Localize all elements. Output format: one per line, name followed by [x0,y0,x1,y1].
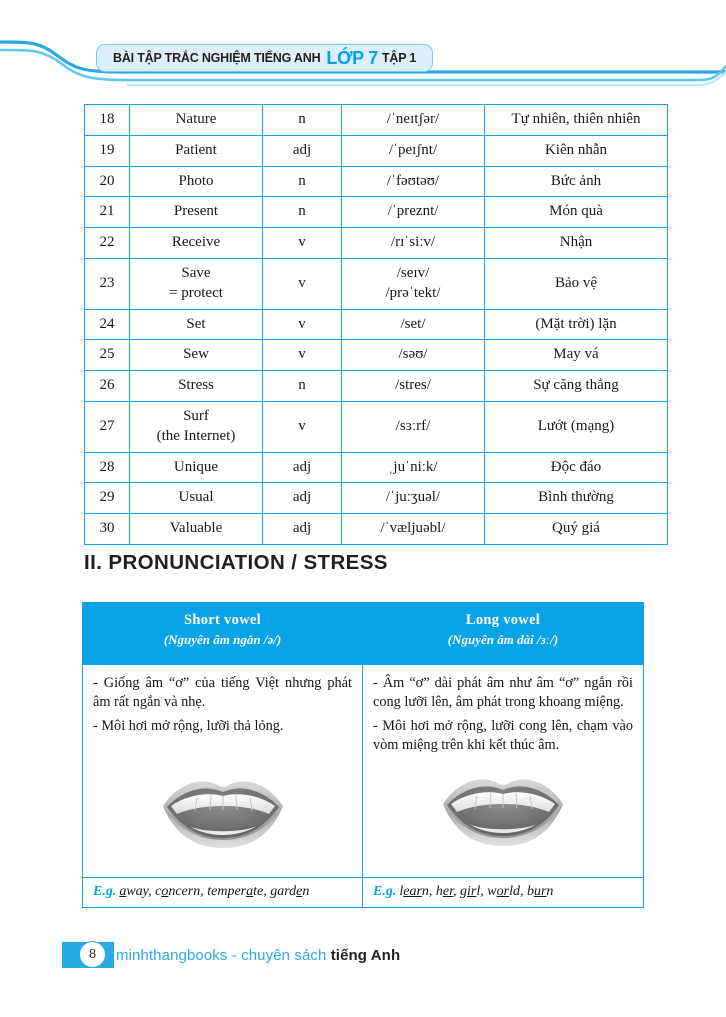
long-vowel-mouth-illustration [373,760,633,877]
row-ipa [342,197,485,228]
row-meaning: Kiên nhẫn [485,135,668,166]
ipa-main: /ˈvæljuəbl/ [380,520,446,537]
short-vowel-title: Short vowel [183,612,261,628]
example-word: temperate [207,884,264,899]
ipa-main: ˌjuˈniːk/ [388,458,438,475]
table-row [85,371,668,402]
ipa-main: /seɪv/ [396,264,430,281]
row-number: 26 [85,371,130,402]
long-vowel-header [363,603,643,665]
row-ipa [342,105,485,136]
row-number: 25 [85,340,130,371]
ipa-secondary: /prəˈtekt/ [385,284,441,301]
row-number: 18 [85,105,130,136]
row-ipa [342,135,485,166]
example-word: world [487,884,520,899]
row-pos: adj [263,452,342,483]
eg-label: E.g. [93,884,117,899]
long-vowel-note-2: - Môi hơi mở rộng, lưỡi cong lên, chạm vào vòm miệng trên khi kết thúc âm. [373,718,633,753]
row-pos: v [263,401,342,452]
word-main: Nature [175,111,217,127]
table-row [85,514,668,545]
book-volume-label: TẬP 1 [381,51,417,65]
long-vowel-subtitle: (Nguyên âm dài /ɜː/) [447,632,559,647]
word-main: Stress [178,377,214,394]
short-vowel-header [83,603,362,665]
row-word [130,166,263,197]
row-word [130,401,263,452]
footer-brand-text [116,947,400,964]
long-vowel-note-1: - Âm “ơ” dài phát âm như âm “ơ” ngắn rồi cong lưỡi lên, âm phát trong khoang miệng. [373,675,633,710]
short-vowel-body [83,665,362,907]
row-ipa [342,514,485,545]
eg-label: E.g. [373,884,397,899]
row-number: 23 [85,258,130,309]
footer-brand-bold: tiếng Anh [330,947,401,964]
row-meaning: Sự căng thẳng [485,371,668,402]
section-heading-pronunciation: II. PRONUNCIATION / STRESS [84,551,388,574]
row-ipa [342,452,485,483]
row-word [130,340,263,371]
row-number: 27 [85,401,130,452]
row-word [130,228,263,259]
ipa-main: /ˈpeɪʃnt/ [388,141,438,158]
row-pos: n [263,371,342,402]
word-main: Receive [171,234,221,251]
row-word [130,483,263,514]
ipa-main: /set/ [400,315,426,332]
ipa-main: /sɜːrf/ [395,417,431,434]
word-main: Valuable [169,520,223,537]
row-pos: v [263,309,342,340]
word-main: Patient [175,141,217,158]
row-meaning: Lướt (mạng) [485,401,668,452]
word-main: Present [173,203,219,220]
row-word [130,309,263,340]
ipa-main: /rɪˈsiːv/ [390,234,436,251]
vocabulary-table [84,104,668,545]
book-grade-label: LỚP 7 [326,47,378,68]
row-ipa [342,166,485,197]
row-word [130,105,263,136]
ipa-main: /ˈneɪtʃər/ [386,111,440,127]
row-pos: v [263,340,342,371]
row-word [130,258,263,309]
ipa-main: /səʊ/ [398,346,428,363]
row-number: 20 [85,166,130,197]
row-number: 29 [85,483,130,514]
pronunciation-comparison-table [82,602,644,908]
row-meaning: (Mặt trời) lặn [485,309,668,340]
table-row [85,401,668,452]
row-number: 30 [85,514,130,545]
row-pos: adj [263,514,342,545]
word-main: Usual [178,489,214,506]
row-ipa [342,258,485,309]
row-word [130,514,263,545]
row-word [130,452,263,483]
vocabulary-table-body [85,105,668,545]
book-title-pill [96,44,433,72]
row-meaning: Bức ảnh [485,166,668,197]
short-vowel-note-1: - Giống âm “ơ” của tiếng Việt nhưng phát âm rất ngắn và nhẹ. [93,675,352,710]
short-vowel-examples: E.g. away, concern, temperate, garden [83,877,362,907]
table-row [85,340,668,371]
short-vowel-note-2: - Môi hơi mở rộng, lưỡi thả lỏng. [93,718,284,734]
row-ipa [342,483,485,514]
open-mouth-icon [159,770,287,848]
row-pos: adj [263,483,342,514]
table-row [85,105,668,136]
word-main: Save [181,264,211,281]
page-number-badge: 8 [79,941,106,968]
table-row [85,135,668,166]
row-number: 28 [85,452,130,483]
row-pos: v [263,228,342,259]
example-word: garden [270,884,310,899]
short-vowel-mouth-illustration [93,741,352,877]
table-row [85,166,668,197]
short-vowel-subtitle: (Nguyên âm ngắn /ə/) [163,632,282,647]
short-vowel-column [83,603,363,907]
row-ipa [342,309,485,340]
table-row [85,309,668,340]
long-vowel-examples: E.g. learn, her, girl, world, burn [363,877,643,907]
book-title-prefix: BÀI TẬP TRẮC NGHIỆM TIẾNG ANH [113,51,321,65]
word-main: Photo [178,172,214,189]
row-pos: v [263,258,342,309]
table-row [85,483,668,514]
row-word [130,135,263,166]
table-row [85,228,668,259]
table-row [85,258,668,309]
example-word: learn [399,884,429,899]
row-meaning: Món quà [485,197,668,228]
row-meaning: Bình thường [485,483,668,514]
row-number: 21 [85,197,130,228]
row-meaning: May vá [485,340,668,371]
word-synonym: = protect [169,284,223,301]
row-number: 22 [85,228,130,259]
row-meaning: Tự nhiên, thiên nhiên [485,105,668,136]
word-main: Unique [173,458,219,475]
example-word: girl [460,884,481,899]
row-pos: n [263,166,342,197]
word-qualifier: (the Internet) [156,427,236,444]
long-vowel-body [363,665,643,907]
ipa-main: /ˈpreznt/ [387,203,439,220]
row-word [130,371,263,402]
row-pos: n [263,197,342,228]
example-word: away [119,884,149,899]
word-main: Set [186,315,206,332]
row-meaning: Độc đáo [485,452,668,483]
row-pos: adj [263,135,342,166]
ipa-main: /ˈjuːʒuəl/ [385,489,441,506]
open-mouth-icon [439,768,567,846]
row-pos: n [263,105,342,136]
long-vowel-title: Long vowel [465,612,541,628]
row-ipa [342,340,485,371]
row-meaning: Quý giá [485,514,668,545]
row-meaning: Nhận [485,228,668,259]
ipa-main: /stres/ [395,377,431,394]
row-ipa [342,371,485,402]
table-row [85,197,668,228]
row-ipa [342,401,485,452]
row-ipa [342,228,485,259]
example-word: burn [526,884,554,899]
row-meaning: Bảo vệ [485,258,668,309]
word-main: Surf [183,407,209,424]
example-word: concern [155,884,201,899]
row-word [130,197,263,228]
word-main: Sew [183,346,209,363]
long-vowel-column [363,603,643,907]
row-number: 19 [85,135,130,166]
table-row [85,452,668,483]
ipa-main: /ˈfəʊtəʊ/ [386,172,440,189]
footer-brand-normal: minhthangbooks - chuyên sách [116,947,331,964]
row-number: 24 [85,309,130,340]
example-word: her [435,884,454,899]
